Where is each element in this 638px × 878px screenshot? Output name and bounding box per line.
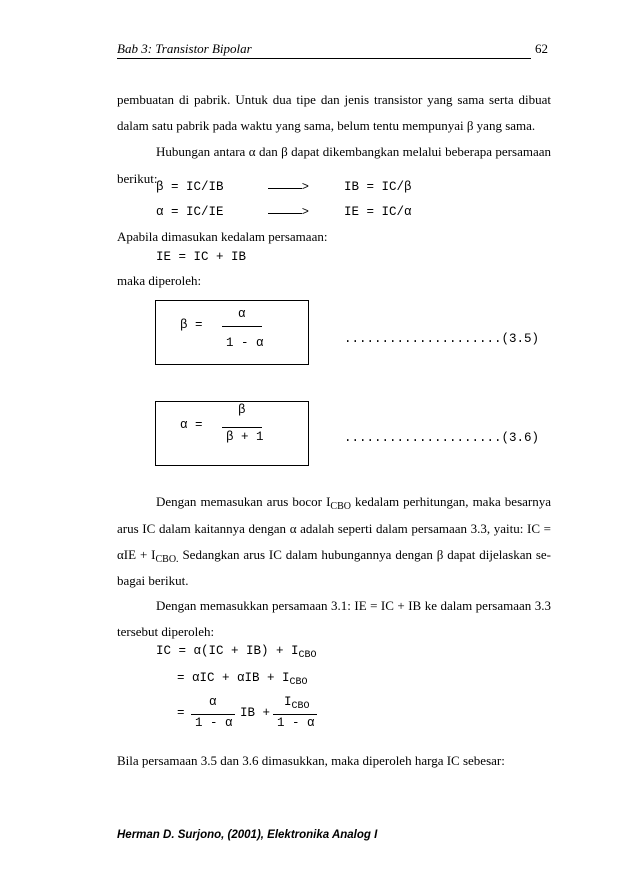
- derivation-num2-sub: CBO: [291, 701, 310, 712]
- para4-line1: Dengan memasukkan persamaan 3.1: IE = IC + IB ke dalam persamaan 3.3: [156, 598, 551, 613]
- eq36-fraction-bar: [222, 427, 262, 428]
- derivation-fraction-bar-1: [191, 714, 235, 715]
- relation-ie: IE = IC/α: [344, 205, 412, 219]
- derivation-den1: 1 - α: [195, 716, 233, 730]
- eq35-fraction-bar: [222, 326, 262, 327]
- maka-text: maka diperoleh:: [117, 273, 202, 288]
- derivation-line1-text: IC = α(IC + IB) + I: [156, 644, 299, 658]
- derivation-eq: =: [177, 706, 185, 720]
- para4-line2: tersebut diperoleh:: [117, 624, 215, 639]
- derivation-num1: α: [209, 695, 217, 709]
- apabila-text: Apabila dimasukan kedalam persamaan:: [117, 229, 328, 244]
- relation-ib: IB = IC/β: [344, 180, 412, 194]
- derivation-num2: [284, 695, 310, 712]
- arrow-icon: [268, 188, 302, 189]
- arrow-icon: [268, 213, 302, 214]
- para1-line2: dalam satu pabrik pada waktu yang sama, belum tentu mempunyai β yang sama.: [117, 118, 536, 133]
- para2-line2: berikut:: [117, 171, 158, 186]
- equation-ie: IE = IC + IB: [156, 250, 247, 264]
- derivation-num2-text: I: [284, 695, 292, 709]
- para3-line4: bagai berikut.: [117, 573, 189, 588]
- para1-line1: pembuatan di pabrik. Untuk dua tipe dan jenis transistor yang sama serta dibuat: [117, 92, 551, 107]
- para3-l1-sub: CBO: [330, 501, 351, 512]
- eq35-denominator: 1 - α: [226, 336, 264, 350]
- eq35-numerator: α: [238, 307, 246, 321]
- relation-alpha: α = IC/IE: [156, 205, 224, 219]
- eq36-numerator: β: [238, 403, 246, 417]
- footer-citation: Herman D. Surjono, (2001), Elektronika Analog I: [117, 829, 378, 841]
- chapter-title: Bab 3: Transistor Bipolar: [117, 41, 252, 56]
- derivation-line1: [156, 644, 317, 661]
- eq36-denominator: β + 1: [226, 430, 264, 444]
- header-rule: [117, 58, 531, 59]
- page-number: 62: [535, 41, 548, 56]
- relation-beta: β = IC/IB: [156, 180, 224, 194]
- eq36-lhs: α =: [180, 418, 203, 432]
- para3-l3-sub: CBO.: [155, 554, 179, 565]
- eq35-reference: .....................(3.5): [344, 332, 540, 346]
- para3-l3b: Sedangkan arus IC dalam hubungannya dengan β dapat dijelaskan se-: [178, 547, 551, 562]
- derivation-mid: IB +: [240, 706, 271, 720]
- derivation-line2-sub: CBO: [289, 677, 308, 688]
- para3-l3a: αIE + I: [117, 547, 156, 562]
- derivation-line2: [177, 671, 308, 688]
- derivation-line2-text: = αIC + αIB + I: [177, 671, 290, 685]
- para3-line3: [117, 547, 551, 565]
- derivation-fraction-bar-2: [273, 714, 317, 715]
- eq35-lhs: β =: [180, 318, 203, 332]
- closing-text: Bila persamaan 3.5 dan 3.6 dimasukkan, maka diperoleh harga IC sebesar:: [117, 753, 505, 768]
- para3-l1b: kedalam perhitungan, maka besarnya: [350, 494, 551, 509]
- para3-line1: [156, 494, 551, 512]
- equation-box-3-5: [155, 300, 309, 365]
- eq36-reference: .....................(3.6): [344, 431, 540, 445]
- para3-line2: arus IC dalam kaitannya dengan α adalah seperti dalam persamaan 3.3, yaitu: IC =: [117, 521, 551, 536]
- para2-line1: Hubungan antara α dan β dapat dikembangkan melalui beberapa persamaan: [156, 144, 551, 159]
- derivation-line1-sub: CBO: [298, 650, 317, 661]
- para3-l1a: Dengan memasukan arus bocor I: [156, 494, 331, 509]
- derivation-den2: 1 - α: [277, 716, 315, 730]
